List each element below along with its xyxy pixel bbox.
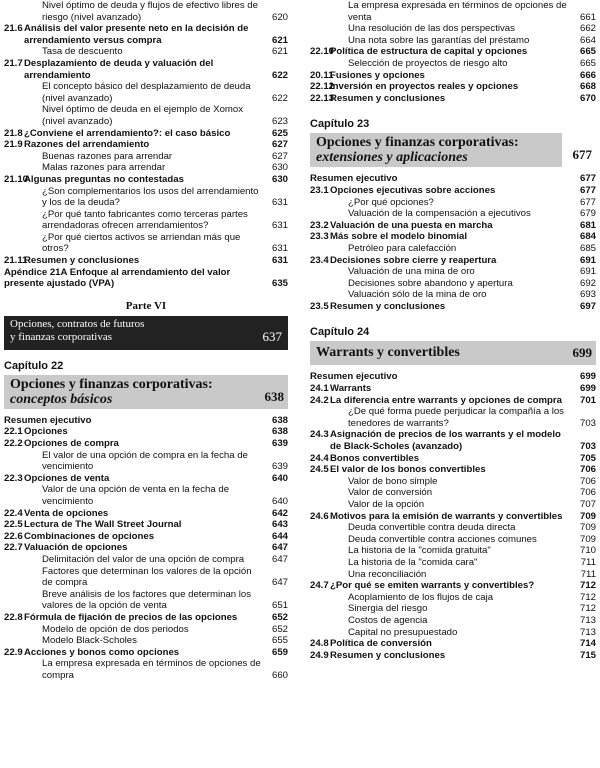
toc-entry-title: Análisis del valor presente neto en la decisión de arrendamiento versus compra: [24, 23, 249, 46]
toc-entry: [310, 383, 596, 395]
toc-entry-number: 21.10: [4, 173, 29, 185]
toc-entry-page: 712: [579, 603, 596, 615]
toc-entry-page: 631: [271, 243, 288, 255]
chapter-23-title: Opciones y finanzas corporativas:: [316, 135, 519, 151]
toc-entry-page: 631: [271, 197, 288, 209]
toc-entry-page: 677: [579, 196, 596, 208]
toc-entry-page: 655: [271, 635, 288, 647]
toc-entry-title: Motivos para la emisión de warrants y convertibles: [330, 510, 563, 522]
toc-chapter-24: [310, 371, 596, 661]
chapter-22-page: 638: [264, 388, 284, 404]
toc-entry: [310, 220, 596, 232]
toc-entry-title: Política de conversión: [330, 638, 432, 650]
toc-entry-page: 668: [579, 81, 596, 93]
toc-entry: [310, 81, 596, 93]
chapter-22-title: Opciones y finanzas corporativas:: [10, 376, 213, 392]
toc-entry-page: 639: [271, 461, 288, 473]
toc-entry-page: 691: [579, 266, 596, 278]
toc-entry-number: 23.5: [310, 300, 329, 312]
toc-entry-number: 20.11: [310, 69, 334, 81]
toc-entry-number: 22.6: [4, 530, 23, 542]
toc-entry-page: 709: [579, 533, 596, 545]
toc-entry-title: Resumen y conclusiones: [330, 300, 446, 312]
toc-entry-title: La empresa expresada en términos de opciones de compra: [42, 658, 261, 681]
toc-entry-page: 670: [579, 92, 596, 104]
toc-entry: [4, 554, 288, 566]
toc-entry-title: Modelo Black-Scholes: [42, 635, 137, 647]
toc-entry-title: Tasa de descuento: [42, 46, 123, 58]
chapter-23-subtitle: extensiones y aplicaciones: [316, 150, 468, 166]
toc-entry: [310, 580, 596, 592]
toc-entry-page: 712: [579, 580, 596, 592]
chapter-23-title-box: [310, 133, 592, 167]
toc-entry: [4, 151, 288, 163]
toc-entry-title: Petróleo para calefacción: [348, 242, 457, 254]
toc-entry-page: 681: [579, 219, 596, 231]
toc-chapter-21-continued: [4, 0, 288, 290]
toc-entry: [310, 0, 596, 23]
toc-entry-title: Valor de conversión: [348, 487, 433, 499]
toc-entry-title: Resumen y conclusiones: [330, 92, 446, 104]
toc-entry-number: 22.4: [4, 507, 23, 519]
toc-entry: [4, 162, 288, 174]
toc-entry-page: 639: [271, 438, 288, 450]
toc-entry: [310, 453, 596, 465]
toc-entry-page: 643: [271, 519, 288, 531]
toc-entry: [310, 429, 596, 452]
toc-entry-title: Valuación de una puesta en marcha: [330, 219, 493, 231]
toc-entry-number: 21.9: [4, 139, 23, 151]
toc-entry-page: 684: [579, 231, 596, 243]
toc-entry: [310, 185, 596, 197]
toc-entry: [4, 612, 288, 624]
chapter-24-title: Warrants y convertibles: [316, 345, 460, 361]
toc-entry-title: ¿Por qué ciertos activos se arriendan más que otros?: [42, 231, 241, 255]
toc-entry-page: 622: [271, 69, 288, 81]
toc-entry-number: 21.8: [4, 127, 23, 139]
toc-entry: [310, 557, 596, 569]
toc-entry-page: 644: [271, 530, 288, 542]
toc-entry-number: 24.8: [310, 638, 329, 650]
toc-entry-title: El valor de los bonos convertibles: [330, 464, 486, 476]
toc-entry-title: Valuación de la compensación a ejecutivos: [348, 208, 531, 220]
toc-entry-title: Resumen y conclusiones: [24, 255, 140, 267]
toc-entry: [310, 464, 596, 476]
toc-entry-title: Nivel óptimo de deuda en el ejemplo de Xomox (nivel avanzado): [42, 104, 244, 127]
toc-entry: [4, 104, 288, 127]
toc-entry: [310, 173, 596, 185]
toc-entry: [310, 395, 596, 407]
toc-entry: [310, 487, 596, 499]
toc-entry: [4, 23, 288, 46]
toc-entry-page: 706: [579, 475, 596, 487]
toc-entry-title: Acciones y bonos como opciones: [24, 646, 180, 658]
toc-entry-page: 711: [580, 556, 596, 568]
toc-entry-page: 705: [579, 452, 596, 464]
toc-entry-title: Opciones de venta: [24, 472, 110, 484]
toc-entry-title: Asignación de precios de los warrants y el modelo de Black-Scholes (avanzado): [330, 429, 561, 453]
toc-entry-number: 22.1: [4, 426, 23, 438]
toc-entry-title: Apéndice 21A Enfoque al arrendamiento del valor presente ajustado (VPA): [4, 266, 231, 290]
toc-entry: [310, 35, 596, 47]
toc-entry-page: 638: [271, 426, 288, 438]
toc-entry: [4, 589, 288, 612]
toc-entry-number: 22.2: [4, 438, 23, 450]
toc-entry: [310, 522, 596, 534]
toc-entry-title: Valor de la opción: [348, 499, 425, 510]
toc-entry-page: 664: [579, 34, 596, 46]
toc-entry-number: 22.5: [4, 519, 23, 531]
toc-entry: [310, 278, 596, 290]
toc-entry-title: Delimitación del valor de una opción de compra: [42, 553, 245, 565]
toc-entry-page: 652: [271, 623, 288, 635]
toc-entry: [4, 658, 288, 681]
toc-entry-title: Resumen ejecutivo: [310, 371, 398, 383]
toc-entry-number: 22.7: [4, 542, 23, 554]
toc-entry: [4, 209, 288, 232]
toc-entry: [310, 569, 596, 581]
toc-entry: [4, 519, 288, 531]
toc-entry-title: El valor de una opción de compra en la fecha de vencimiento: [42, 449, 248, 473]
toc-entry: [4, 508, 288, 520]
toc-entry: [4, 81, 288, 104]
toc-entry: [310, 406, 596, 429]
toc-entry-title: Combinaciones de opciones: [24, 530, 155, 542]
toc-entry: [310, 627, 596, 639]
toc-entry-page: 692: [579, 277, 596, 289]
toc-entry-page: 691: [579, 254, 596, 266]
toc-entry-page: 706: [579, 487, 596, 499]
toc-entry-page: 677: [579, 173, 596, 185]
chapter-24-page: 699: [572, 345, 592, 361]
toc-entry-page: 627: [271, 139, 288, 151]
toc-entry-page: 621: [271, 34, 288, 46]
toc-entry: [310, 58, 596, 70]
chapter-22-label: Capítulo 22: [4, 359, 64, 372]
toc-entry-page: 701: [579, 394, 596, 406]
toc-entry-page: 638: [271, 414, 288, 426]
toc-entry-page: 622: [271, 92, 288, 104]
chapter-23-page: 677: [572, 147, 592, 163]
toc-entry-title: Acoplamiento de los flujos de caja: [348, 591, 494, 603]
toc-entry-title: Una reconciliación: [348, 568, 427, 580]
toc-entry-title: Factores que determinan los valores de la opción de compra: [42, 565, 252, 589]
toc-entry-page: 662: [579, 23, 596, 35]
toc-entry-page: 666: [579, 69, 596, 81]
toc-entry-title: Valor de una opción de venta en la fecha de vencimiento: [42, 484, 230, 507]
toc-entry-title: ¿De qué forma puede perjudicar la compañía a los tenedores de warrants?: [348, 406, 564, 429]
toc-entry-number: 23.3: [310, 231, 329, 243]
toc-entry: [310, 93, 596, 105]
toc-entry-page: 685: [579, 242, 596, 254]
chapter-24-label: Capítulo 24: [310, 326, 370, 339]
toc-entry: [4, 255, 288, 267]
toc-entry-title: Resumen ejecutivo: [310, 173, 398, 185]
toc-entry-page: 703: [579, 441, 596, 453]
toc-entry-title: ¿Conviene el arrendamiento?: el caso básico: [24, 127, 231, 139]
toc-entry: [4, 139, 288, 151]
toc-entry-page: 660: [271, 669, 288, 681]
toc-entry-page: 647: [271, 577, 288, 589]
toc-entry-page: 679: [579, 208, 596, 220]
toc-entry-title: Buenas razones para arrendar: [42, 150, 173, 162]
toc-entry-title: Decisiones sobre abandono y apertura: [348, 277, 513, 289]
toc-entry-number: 24.5: [310, 464, 329, 476]
toc-entry: [310, 289, 596, 301]
toc-entry-page: 699: [579, 371, 596, 383]
toc-entry-page: 630: [271, 173, 288, 185]
toc-entry-page: 659: [271, 646, 288, 658]
toc-entry-page: 710: [579, 545, 596, 557]
toc-entry: [4, 128, 288, 140]
toc-entry-title: Opciones ejecutivas sobre acciones: [330, 184, 496, 196]
toc-entry-number: 22.13: [310, 92, 335, 104]
toc-entry: [4, 450, 288, 473]
toc-entry: [4, 484, 288, 507]
toc-entry-page: 707: [579, 499, 596, 510]
part-title-box: [4, 316, 288, 350]
toc-entry-title: Deuda convertible contra deuda directa: [348, 522, 516, 534]
toc-entry-page: 652: [271, 611, 288, 623]
toc-entry-number: 21.11: [4, 255, 28, 267]
toc-entry-number: 23.2: [310, 219, 329, 231]
toc-entry: [4, 635, 288, 647]
part-page: 637: [262, 328, 282, 344]
toc-entry: [310, 301, 596, 313]
toc-entry-title: Valor de bono simple: [348, 475, 438, 487]
toc-entry-title: Venta de opciones: [24, 507, 109, 519]
toc-entry: [310, 615, 596, 627]
toc-entry-page: 693: [579, 289, 596, 301]
toc-entry-page: 697: [579, 300, 596, 312]
toc-entry: [310, 545, 596, 557]
toc-entry-title: Capital no presupuestado: [348, 626, 458, 638]
toc-entry: [4, 232, 288, 255]
part-label: Parte VI: [125, 299, 167, 312]
toc-entry-page: 711: [580, 568, 596, 580]
toc-entry: [4, 267, 288, 290]
toc-entry: [310, 371, 596, 383]
toc-entry-title: Resumen y conclusiones: [330, 649, 446, 661]
toc-entry-number: 24.7: [310, 580, 329, 592]
toc-entry-title: Desplazamiento de deuda y valuación del arrendamiento: [24, 57, 214, 81]
toc-entry-page: 631: [271, 255, 288, 267]
toc-entry-page: 631: [271, 220, 288, 232]
toc-entry-title: Valuación de una mina de oro: [348, 266, 475, 278]
toc-entry-title: Política de estructura de capital y opciones: [330, 46, 528, 58]
toc-entry-title: Nivel óptimo de deuda y flujos de efectivo libres de riesgo (nivel avanzado): [42, 0, 258, 23]
part-title-line-2: y finanzas corporativas: [10, 330, 113, 343]
toc-entry-title: Bonos convertibles: [330, 452, 420, 464]
toc-entry: [310, 255, 596, 267]
toc-entry-number: 24.4: [310, 452, 329, 464]
toc-entry-title: Warrants: [330, 383, 372, 395]
toc-entry-title: Valuación de opciones: [24, 542, 128, 554]
toc-entry-title: Breve análisis de los factores que determinan los valores de la opción de venta: [42, 588, 252, 612]
toc-entry-title: Una nota sobre las garantías del préstamo: [348, 34, 530, 46]
toc-entry-number: 24.1: [310, 383, 329, 395]
chapter-23-label: Capítulo 23: [310, 118, 370, 131]
toc-entry: [310, 534, 596, 546]
toc-entry: [310, 476, 596, 488]
toc-entry-number: 24.3: [310, 429, 329, 441]
toc-entry-number: 24.6: [310, 510, 329, 522]
toc-entry-number: 22.12: [310, 81, 335, 93]
toc-entry: [4, 58, 288, 81]
chapter-22-title-box: [4, 375, 288, 409]
toc-entry: [4, 174, 288, 186]
toc-entry-title: Inversión en proyectos reales y opciones: [330, 81, 519, 93]
toc-entry-title: Valuación sólo de la mina de oro: [348, 289, 487, 301]
toc-entry-page: 661: [579, 11, 596, 23]
toc-entry-page: 709: [579, 510, 596, 522]
toc-entry: [4, 647, 288, 659]
toc-entry-title: Selección de proyectos de riesgo alto: [348, 57, 508, 69]
toc-entry-number: 22.8: [4, 611, 23, 623]
toc-entry-page: 630: [271, 162, 288, 174]
toc-entry-title: ¿Por qué opciones?: [348, 196, 434, 208]
toc-entry-title: Decisiones sobre cierre y reapertura: [330, 254, 497, 266]
toc-entry: [310, 603, 596, 615]
toc-entry-title: Algunas preguntas no contestadas: [24, 173, 184, 185]
toc-entry-page: 699: [579, 383, 596, 395]
toc-entry-page: 713: [579, 614, 596, 626]
toc-right-column: [310, 0, 596, 661]
toc-entry-title: La historia de la "comida cara": [348, 556, 478, 568]
chapter-22-subtitle: conceptos básicos: [10, 391, 113, 407]
toc-entry-title: Costos de agencia: [348, 614, 428, 626]
toc-entry-title: Sinergia del riesgo: [348, 603, 428, 615]
toc-entry-title: Fusiones y opciones: [330, 69, 425, 81]
toc-entry-page: 627: [271, 150, 288, 162]
toc-entry-title: Resumen ejecutivo: [4, 414, 92, 426]
toc-entry: [310, 243, 596, 255]
toc-chapter-23: [310, 173, 596, 312]
toc-entry-number: 24.9: [310, 649, 329, 661]
toc-entry-page: 621: [271, 46, 288, 58]
toc-entry-page: 706: [579, 464, 596, 476]
toc-entry-page: 713: [579, 626, 596, 638]
toc-entry: [4, 473, 288, 485]
toc-entry-number: 23.4: [310, 254, 329, 266]
toc-entry: [4, 624, 288, 636]
toc-entry-title: Modelo de opción de dos periodos: [42, 623, 189, 635]
toc-entry-title: Malas razones para arrendar: [42, 162, 166, 174]
toc-entry-page: 640: [271, 496, 288, 507]
toc-entry: [4, 566, 288, 589]
toc-entry-number: 23.1: [310, 184, 329, 196]
toc-entry: [310, 46, 596, 58]
toc-entry: [4, 542, 288, 554]
toc-entry: [310, 266, 596, 278]
toc-entry: [310, 70, 596, 82]
toc-entry: [310, 231, 596, 243]
toc-chapter-22: [4, 415, 288, 682]
toc-entry-page: 703: [579, 417, 596, 429]
toc-entry-page: 709: [579, 522, 596, 534]
toc-left-column: [4, 0, 288, 682]
toc-entry-number: 21.7: [4, 57, 23, 69]
toc-entry: [4, 426, 288, 438]
toc-entry: [4, 0, 288, 23]
toc-entry-page: 635: [271, 278, 288, 290]
toc-chapter-22-continued: [310, 0, 596, 104]
toc-entry-page: 625: [271, 127, 288, 139]
toc-entry-number: 22.3: [4, 472, 23, 484]
toc-entry-number: 22.9: [4, 646, 23, 658]
toc-entry: [310, 592, 596, 604]
toc-entry: [310, 511, 596, 523]
toc-entry-page: 712: [579, 591, 596, 603]
toc-entry-page: 647: [271, 553, 288, 565]
toc-entry-title: Lectura de The Wall Street Journal: [24, 519, 182, 531]
toc-entry-page: 623: [271, 115, 288, 127]
toc-entry-title: Razones del arrendamiento: [24, 139, 150, 151]
toc-entry-title: La diferencia entre warrants y opciones de compra: [330, 394, 562, 406]
toc-entry: [310, 499, 596, 511]
toc-entry: [4, 438, 288, 450]
toc-entry-title: Una resolución de las dos perspectivas: [348, 23, 515, 35]
toc-entry: [310, 197, 596, 209]
toc-entry-page: 647: [271, 542, 288, 554]
toc-entry-title: La historia de la "comida gratuita": [348, 545, 491, 557]
toc-entry: [4, 46, 288, 58]
toc-entry-title: Opciones: [24, 426, 68, 438]
part-title-line-1: Opciones, contratos de futuros: [10, 317, 145, 330]
toc-entry-page: 715: [579, 649, 596, 661]
toc-entry-page: 651: [271, 600, 288, 612]
toc-entry: [310, 638, 596, 650]
toc-entry-title: Más sobre el modelo binomial: [330, 231, 468, 243]
toc-entry: [4, 415, 288, 427]
toc-entry-page: 665: [579, 57, 596, 69]
chapter-24-title-box: [310, 341, 596, 365]
toc-entry-page: 620: [271, 11, 288, 23]
toc-entry: [310, 650, 596, 662]
toc-entry-title: ¿Por qué se emiten warrants y convertibles?: [330, 580, 535, 592]
toc-entry: [4, 531, 288, 543]
toc-entry-number: 21.6: [4, 23, 23, 35]
toc-entry-page: 714: [579, 638, 596, 650]
toc-entry-title: Opciones de compra: [24, 438, 119, 450]
toc-entry: [310, 23, 596, 35]
toc-entry-page: 640: [271, 472, 288, 484]
toc-entry-page: 677: [579, 184, 596, 196]
toc-entry-title: La empresa expresada en términos de opciones de venta: [348, 0, 567, 23]
toc-entry-title: Deuda convertible contra acciones comunes: [348, 533, 537, 545]
toc-entry-page: 642: [271, 507, 288, 519]
toc-entry-title: Fórmula de fijación de precios de las opciones: [24, 611, 238, 623]
toc-entry-page: 665: [579, 46, 596, 58]
toc-entry-number: 22.10: [310, 46, 335, 58]
toc-entry: [310, 208, 596, 220]
toc-entry-title: ¿Por qué tanto fabricantes como terceras partes arrendadoras ofrecen arrendamientos?: [42, 208, 248, 232]
toc-entry: [4, 186, 288, 209]
toc-entry-title: El concepto básico del desplazamiento de deuda (nivel avanzado): [42, 81, 251, 104]
toc-entry-title: ¿Son complementarios los usos del arrendamiento y los de la deuda?: [42, 185, 259, 209]
toc-entry-number: 24.2: [310, 394, 329, 406]
